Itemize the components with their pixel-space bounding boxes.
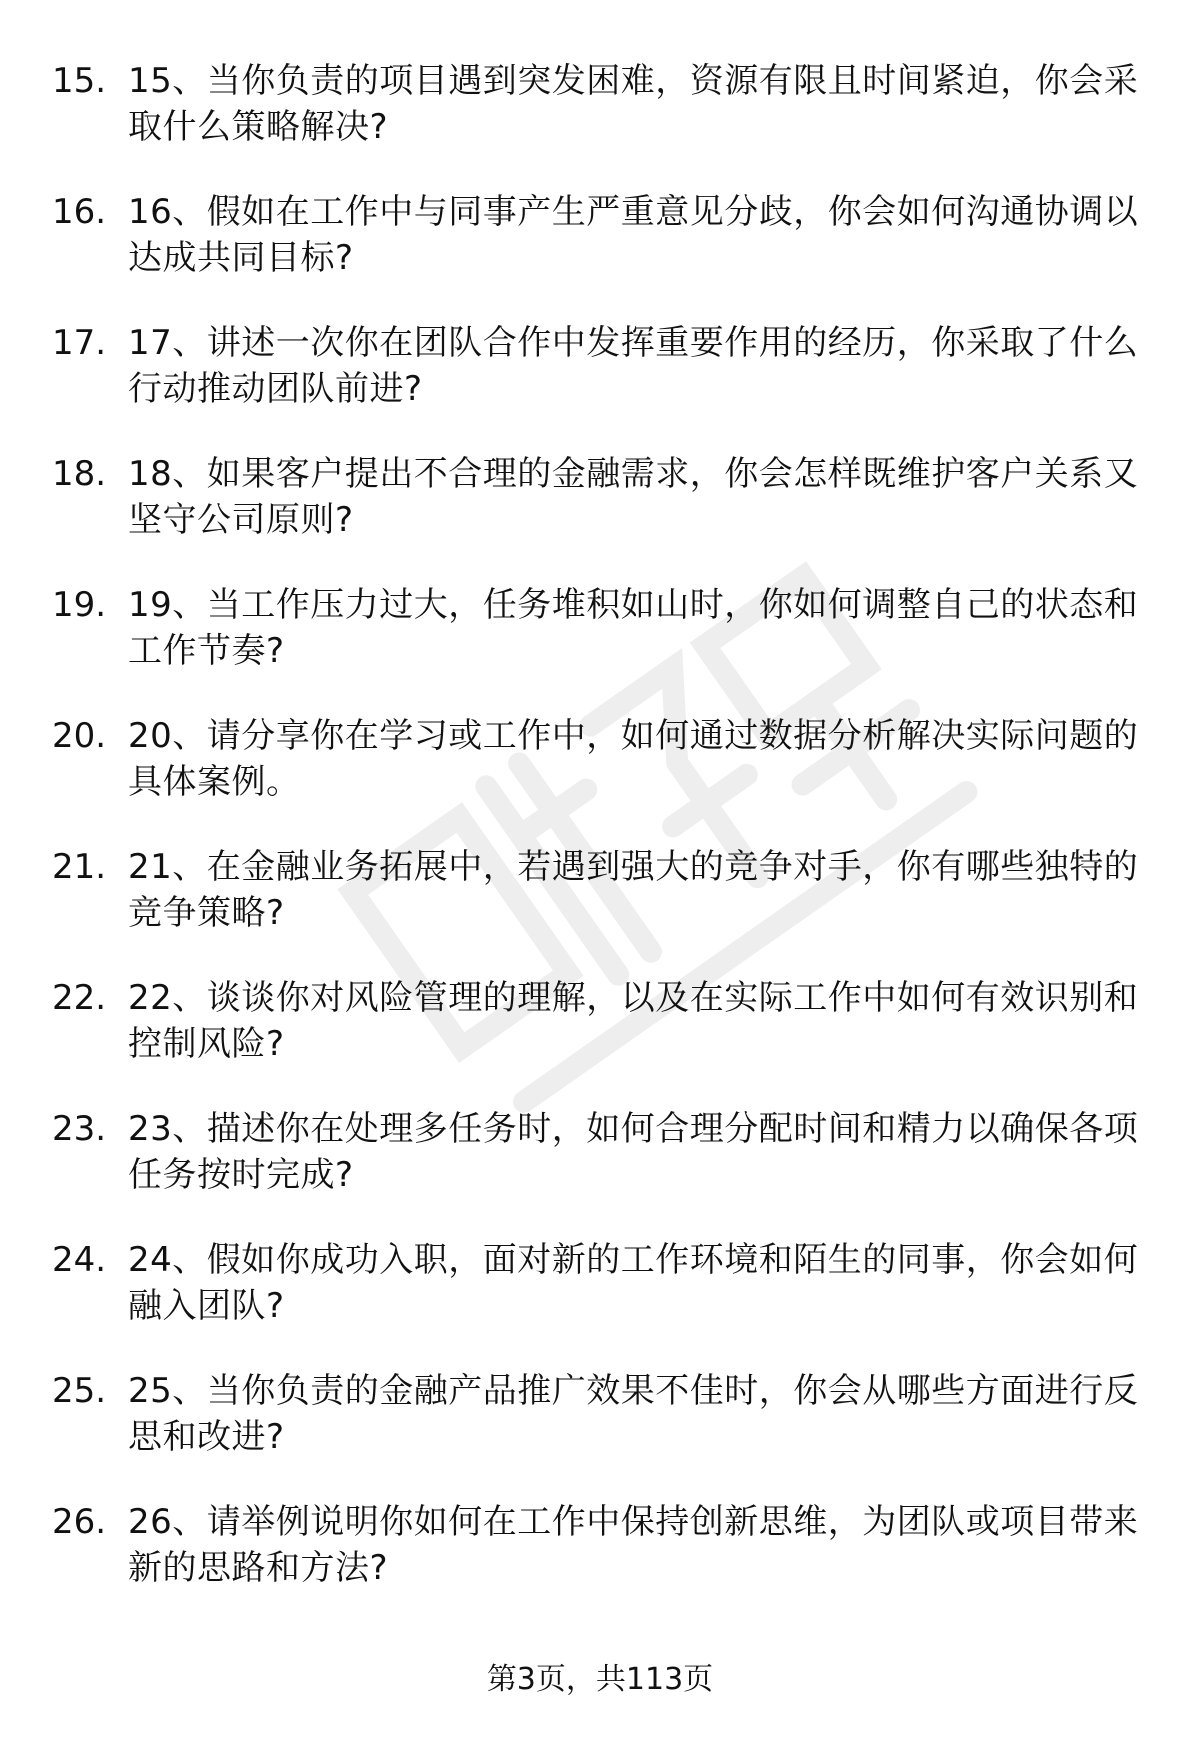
list-item [52, 320, 1152, 451]
item-number: 23. [52, 1109, 107, 1149]
item-text: 17、讲述一次你在团队合作中发挥重要作用的经历，你采取了什么行动推动团队前进? [128, 323, 1139, 409]
list-item [52, 844, 1152, 975]
item-text: 15、当你负责的项目遇到突发困难，资源有限且时间紧迫，你会采取什么策略解决? [128, 61, 1139, 147]
item-text: 24、假如你成功入职，面对新的工作环境和陌生的同事，你会如何融入团队? [128, 1240, 1139, 1326]
item-number: 19. [52, 585, 107, 625]
item-number: 22. [52, 978, 107, 1018]
item-text: 23、描述你在处理多任务时，如何合理分配时间和精力以确保各项任务按时完成? [128, 1109, 1139, 1195]
question-list [52, 58, 1152, 1630]
list-item [52, 1368, 1152, 1499]
list-item [52, 58, 1152, 189]
list-item [52, 189, 1152, 320]
list-item [52, 975, 1152, 1106]
item-text: 22、谈谈你对风险管理的理解，以及在实际工作中如何有效识别和控制风险? [128, 978, 1139, 1064]
item-number: 15. [52, 61, 107, 101]
item-number: 16. [52, 192, 107, 232]
item-text: 21、在金融业务拓展中，若遇到强大的竞争对手，你有哪些独特的竞争策略? [128, 847, 1139, 933]
page-number-footer: 第3页，共113页 [486, 1662, 714, 1697]
list-item [52, 1499, 1152, 1630]
item-number: 26. [52, 1502, 107, 1542]
item-text: 25、当你负责的金融产品推广效果不佳时，你会从哪些方面进行反思和改进? [128, 1371, 1139, 1457]
item-number: 20. [52, 716, 107, 756]
list-item [52, 451, 1152, 582]
item-text: 18、如果客户提出不合理的金融需求，你会怎样既维护客户关系又坚守公司原则? [128, 454, 1139, 540]
item-text: 19、当工作压力过大，任务堆积如山时，你如何调整自己的状态和工作节奏? [128, 585, 1139, 671]
list-item [52, 1106, 1152, 1237]
list-item [52, 582, 1152, 713]
item-text: 20、请分享你在学习或工作中，如何通过数据分析解决实际问题的具体案例。 [128, 716, 1139, 802]
item-number: 25. [52, 1371, 107, 1411]
item-number: 17. [52, 323, 107, 363]
item-text: 16、假如在工作中与同事产生严重意见分歧，你会如何沟通协调以达成共同目标? [128, 192, 1139, 278]
item-number: 18. [52, 454, 107, 494]
list-item [52, 1237, 1152, 1368]
item-number: 21. [52, 847, 107, 887]
list-item [52, 713, 1152, 844]
item-number: 24. [52, 1240, 107, 1280]
item-text: 26、请举例说明你如何在工作中保持创新思维，为团队或项目带来新的思路和方法? [128, 1502, 1139, 1588]
